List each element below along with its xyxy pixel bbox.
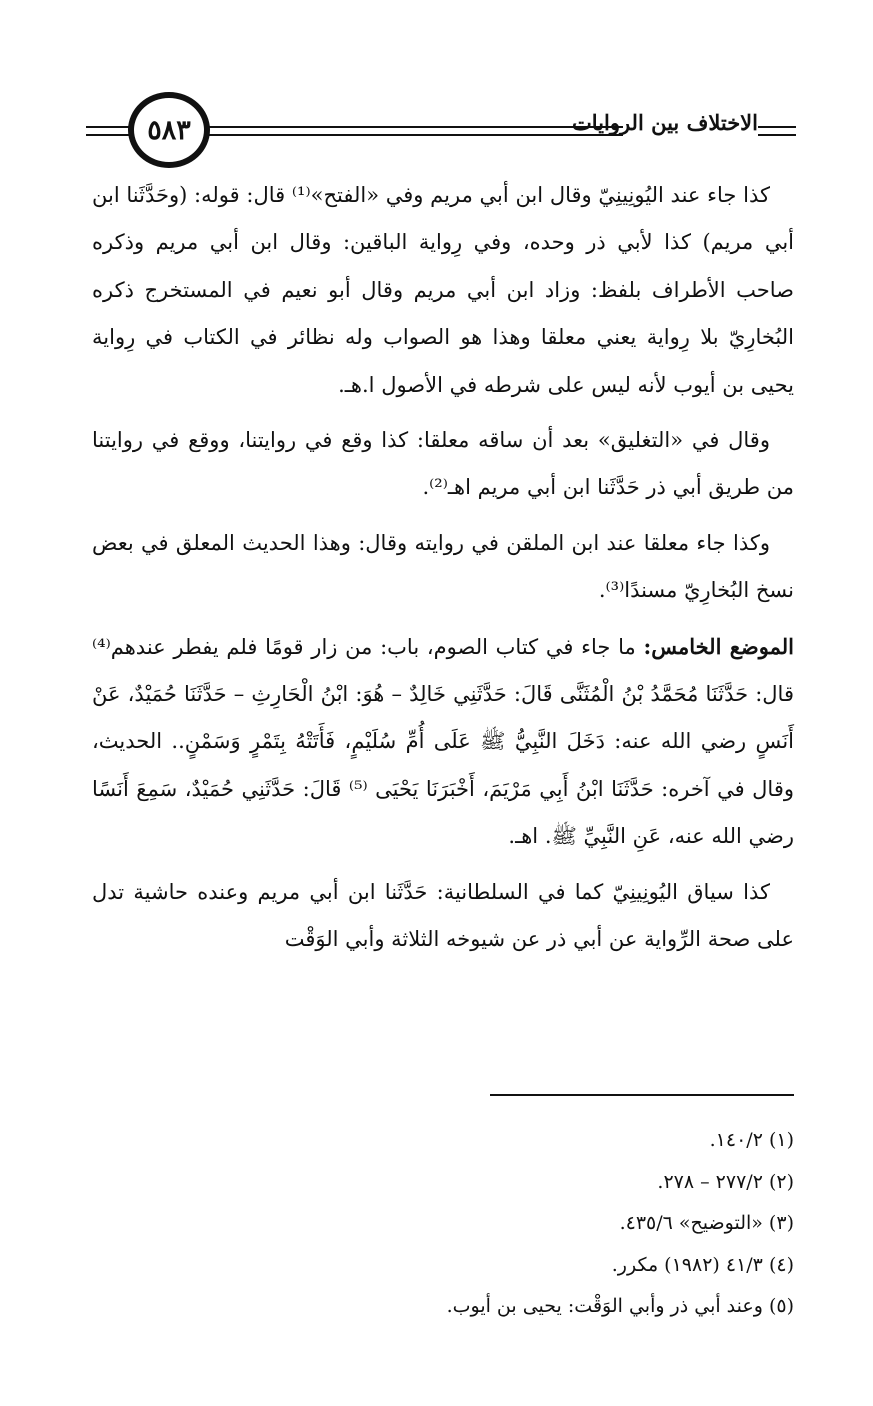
page-header: [86, 88, 796, 168]
header-rule-left: [86, 126, 134, 136]
section-paragraph: [92, 623, 794, 861]
closing-paragraph: كذا سياق اليُونِينِيّ كما في السلطانية: حَدَّثَنا ابن أبي مريم وعنده حاشية تدل على صحة الرِّواية عن أبي ذر عن شيوخه الثلاثة وأبي الوَقْت: [92, 879, 794, 952]
section-lead: الموضع الخامس:: [643, 633, 794, 659]
main-text: [92, 172, 794, 972]
paragraph-3: وكذا جاء معلقا عند ابن الملقن في روايته وقال: وهذا الحديث المعلق في بعض نسخ البُخارِيّ مسندًا⁽³⁾.: [92, 530, 794, 603]
footnotes: [300, 1120, 794, 1328]
running-title: الاختلاف بين الروايات: [571, 110, 758, 135]
section-text: ما جاء في كتاب الصوم، باب: من زار قومًا فلم يفطر عندهم⁽⁴⁾ قال: حَدَّثَنَا مُحَمَّدُ بْنُ الْمُثَنَّى قَالَ: حَدَّثَنِي خَالِدٌ – هُوَ: ابْنُ الْحَارِثِ – حَدَّثَنَا حُمَيْدٌ، عَنْ أَنَسٍ رضي الله عنه: دَخَلَ النَّبِيُّ ﷺ عَلَى أُمِّ سُلَيْمٍ، فَأَتَتْهُ بِتَمْرٍ وَسَمْنٍ.. الحديث، وقال في آخره: حَدَّثَنَا ابْنُ أَبِي مَرْيَمَ، أَخْبَرَنَا يَحْيَى ⁽⁵⁾ قَالَ: حَدَّثَنِي حُمَيْدٌ، سَمِعَ أَنَسًا رضي الله عنه، عَنِ النَّبِيِّ ﷺ. اهـ.: [92, 634, 795, 849]
footnote-separator: [490, 1094, 794, 1096]
footnote-2: (٢) ٢٧٧/٢ – ٢٧٨.: [657, 1170, 794, 1193]
header-rule-tail: [758, 126, 796, 136]
page-number-badge: [128, 92, 210, 168]
footnote-1: (١) ١٤٠/٢.: [709, 1129, 794, 1151]
page-number: ٥٨٣: [147, 114, 191, 146]
footnote-4: (٤) ٤١/٣ (١٩٨٢) مكرر.: [611, 1253, 794, 1276]
header-rule-right: [208, 126, 623, 136]
footnote-3: (٣) «التوضيح» ٤٣٥/٦.: [619, 1212, 794, 1234]
paragraph-1: كذا جاء عند اليُونِينِيّ وقال ابن أبي مريم وفي «الفتح»⁽¹⁾ قال: قوله: (وحَدَّثَنا ابن أبي مريم) كذا لأبي ذر وحده، وفي رِواية الباقين: وقال ابن أبي مريم وذكره صاحب الأطراف بلفظ: وزاد ابن أبي مريم وقال أبو نعيم في المستخرج ذكره البُخارِيّ بلا رِواية يعني معلقا وهذا هو الصواب وله نظائر في الكتاب في رِواية يحيى بن أيوب لأنه ليس على شرطه في الأصول ا.هـ.: [92, 183, 794, 397]
paragraph-2: وقال في «التغليق» بعد أن ساقه معلقا: كذا وقع في روايتنا، ووقع في روايتنا من طريق أبي ذر حَدَّثَنا ابن أبي مريم اهـ⁽²⁾.: [92, 428, 794, 500]
footnote-5: (٥) وعند أبي ذر وأبي الوَقْت: يحيى بن أيوب.: [446, 1295, 794, 1317]
